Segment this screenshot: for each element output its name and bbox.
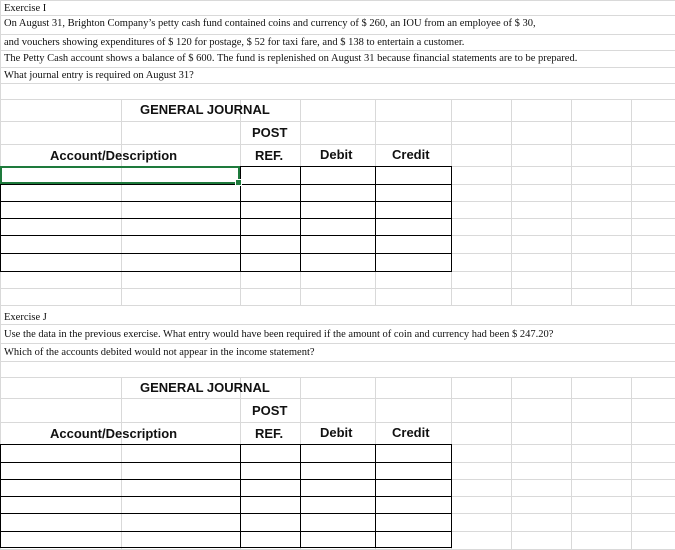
- journal-1-post-label: POST: [252, 125, 288, 140]
- exercise-i-line-2: and vouchers showing expenditures of $ 120 for postage, $ 52 for taxi fare, and $ 138 to entertain a customer.: [4, 37, 465, 48]
- debit-cell[interactable]: [300, 462, 375, 479]
- account-cell[interactable]: [0, 235, 240, 253]
- column-gridline: [511, 377, 512, 550]
- row-gridline: [0, 305, 675, 306]
- ref-cell[interactable]: [240, 479, 300, 496]
- exercise-i-line-1: On August 31, Brighton Company’s petty cash fund contained coins and currency of $ 260, an IOU from an employee of $ 30,: [4, 18, 536, 29]
- account-cell[interactable]: [0, 531, 240, 547]
- debit-cell[interactable]: [300, 496, 375, 513]
- debit-cell[interactable]: [300, 201, 375, 218]
- row-gridline: [0, 99, 675, 100]
- journal-2-ref-header: REF.: [255, 426, 284, 441]
- journal-2-title: GENERAL JOURNAL: [140, 380, 270, 395]
- account-cell[interactable]: [0, 218, 240, 235]
- column-gridline: [571, 377, 572, 550]
- row-gridline: [0, 50, 675, 51]
- column-gridline: [571, 0, 572, 99]
- credit-cell[interactable]: [375, 513, 451, 531]
- column-gridline: [631, 305, 632, 377]
- debit-cell[interactable]: [300, 218, 375, 235]
- column-gridline: [511, 305, 512, 377]
- credit-cell[interactable]: [375, 253, 451, 271]
- table-border-column: [451, 444, 452, 548]
- account-cell[interactable]: [0, 444, 240, 462]
- row-gridline: [0, 361, 675, 362]
- journal-2-credit-header: Credit: [392, 425, 430, 440]
- row-gridline: [0, 422, 675, 423]
- debit-cell[interactable]: [300, 513, 375, 531]
- table-border-row: [0, 271, 452, 272]
- ref-cell[interactable]: [240, 531, 300, 547]
- column-gridline: [375, 0, 376, 99]
- ref-cell[interactable]: [240, 184, 300, 201]
- credit-cell[interactable]: [375, 218, 451, 235]
- ref-cell[interactable]: [240, 462, 300, 479]
- credit-cell[interactable]: [375, 166, 451, 184]
- debit-cell[interactable]: [300, 184, 375, 201]
- ref-cell[interactable]: [240, 253, 300, 271]
- row-gridline: [0, 34, 675, 35]
- row-gridline: [0, 67, 675, 68]
- exercise-j-title: Exercise J: [4, 312, 47, 323]
- ref-cell[interactable]: [240, 496, 300, 513]
- exercise-i-line-3: The Petty Cash account shows a balance of $ 600. The fund is replenished on August 31 because financial statements are to be prepared.: [4, 53, 578, 64]
- exercise-i-line-4: What journal entry is required on August 31?: [4, 70, 194, 81]
- column-gridline: [300, 305, 301, 377]
- debit-cell[interactable]: [300, 253, 375, 271]
- row-gridline: [0, 15, 675, 16]
- column-gridline: [631, 0, 632, 99]
- credit-cell[interactable]: [375, 496, 451, 513]
- account-cell[interactable]: [0, 184, 240, 201]
- column-gridline: [121, 0, 122, 99]
- exercise-j-line-1: Use the data in the previous exercise. What entry would have been required if the amount of coin and currency had been $ 247.20?: [4, 329, 554, 340]
- column-gridline: [300, 0, 301, 99]
- row-gridline: [0, 121, 675, 122]
- column-gridline: [375, 305, 376, 377]
- column-gridline: [0, 305, 1, 377]
- row-gridline: [0, 377, 675, 378]
- column-gridline: [240, 0, 241, 99]
- credit-cell[interactable]: [375, 479, 451, 496]
- credit-cell[interactable]: [375, 531, 451, 547]
- debit-cell[interactable]: [300, 235, 375, 253]
- journal-1-ref-header: REF.: [255, 148, 284, 163]
- row-gridline: [0, 83, 675, 84]
- account-cell[interactable]: [0, 253, 240, 271]
- exercise-i-title: Exercise I: [4, 3, 47, 14]
- column-gridline: [511, 99, 512, 305]
- journal-2-post-label: POST: [252, 403, 288, 418]
- journal-2-debit-header: Debit: [320, 425, 353, 440]
- ref-cell[interactable]: [240, 166, 300, 184]
- ref-cell[interactable]: [240, 201, 300, 218]
- column-gridline: [571, 305, 572, 377]
- credit-cell[interactable]: [375, 201, 451, 218]
- debit-cell[interactable]: [300, 444, 375, 462]
- debit-cell[interactable]: [300, 531, 375, 547]
- row-gridline: [0, 0, 675, 1]
- table-border-row: [0, 547, 452, 548]
- row-gridline: [0, 144, 675, 145]
- credit-cell[interactable]: [375, 184, 451, 201]
- debit-cell[interactable]: [300, 479, 375, 496]
- credit-cell[interactable]: [375, 235, 451, 253]
- ref-cell[interactable]: [240, 235, 300, 253]
- column-gridline: [451, 0, 452, 99]
- credit-cell[interactable]: [375, 444, 451, 462]
- exercise-j-line-2: Which of the accounts debited would not appear in the income statement?: [4, 347, 315, 358]
- journal-1-credit-header: Credit: [392, 147, 430, 162]
- row-gridline: [0, 324, 675, 325]
- ref-cell[interactable]: [240, 444, 300, 462]
- debit-cell[interactable]: [300, 166, 375, 184]
- account-cell[interactable]: [0, 462, 240, 479]
- account-cell[interactable]: [0, 201, 240, 218]
- ref-cell[interactable]: [240, 513, 300, 531]
- credit-cell[interactable]: [375, 462, 451, 479]
- column-gridline: [451, 305, 452, 377]
- journal-1-account-header: Account/Description: [50, 148, 178, 163]
- ref-cell[interactable]: [240, 218, 300, 235]
- row-gridline: [0, 398, 675, 399]
- journal-1-debit-header: Debit: [320, 147, 353, 162]
- journal-1-title: GENERAL JOURNAL: [140, 102, 270, 117]
- journal-2-account-header: Account/Description: [50, 426, 178, 441]
- column-gridline: [631, 99, 632, 305]
- account-cell[interactable]: [0, 513, 240, 531]
- row-gridline: [0, 343, 675, 344]
- table-border-column: [451, 166, 452, 272]
- column-gridline: [571, 99, 572, 305]
- column-gridline: [511, 0, 512, 99]
- row-gridline: [0, 288, 675, 289]
- column-gridline: [631, 377, 632, 550]
- column-gridline: [240, 305, 241, 377]
- column-gridline: [0, 0, 1, 99]
- account-cell[interactable]: [0, 496, 240, 513]
- column-gridline: [121, 305, 122, 377]
- account-cell[interactable]: [0, 479, 240, 496]
- selected-cell[interactable]: [0, 166, 240, 184]
